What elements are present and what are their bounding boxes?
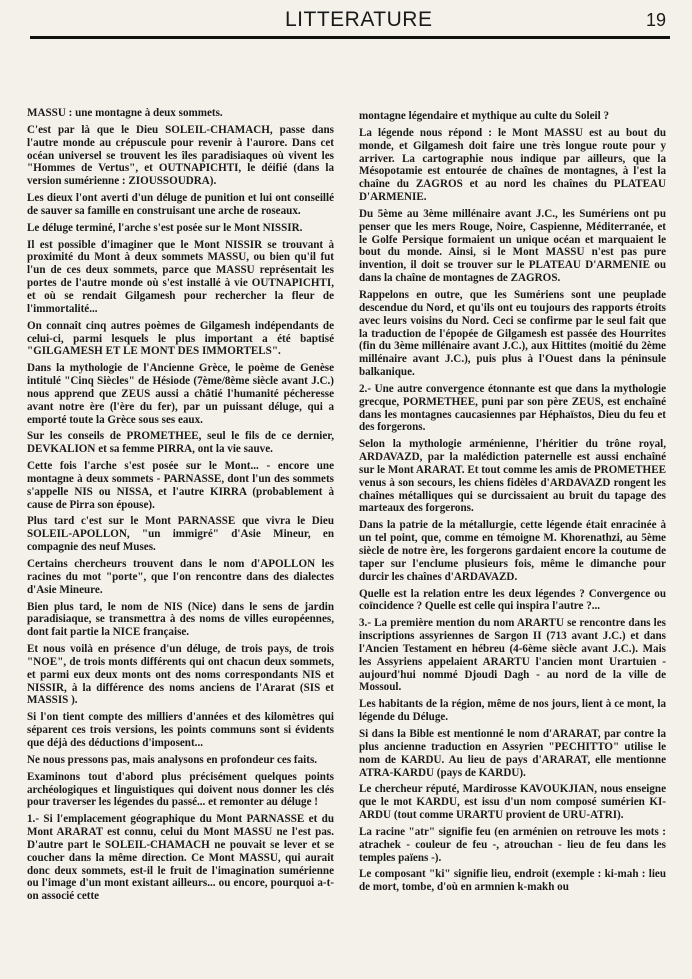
paragraph: Les habitants de la région, même de nos jours, lient à ce mont, la légende du Déluge. [359,698,666,724]
paragraph: Le déluge terminé, l'arche s'est posée sur le Mont NISSIR. [27,221,303,234]
paragraph: 3.- La première mention du nom ARARTU se rencontre dans les inscriptions assyriennes de Sargon II (713 avant J.C.) et dans l'Ancien Testament en hébreu (4-6ème siècle avant J.C.). Mais les Assyriens appelaient ARARTU l'ancien mont Urartuien - aujourd'hui nommé Djoudi Dagh - au nord de la ville de Mossoul. [359,617,666,694]
paragraph: Dans la mythologie de l'Ancienne Grèce, le poème de Genèse intitulé "Cinq Siècles" de Hésiode (7ème/8ème siècle avant J.C.) nous apprend que ZEUS aussi a châtié l'humanité pécheresse avant notre ère (l'ère du fer), par un puissant déluge, qui a emporté toute la Grèce sous ses eaux. [27,362,334,426]
paragraph: Si dans la Bible est mentionné le nom d'ARARAT, par contre la plus ancienne traduction en Assyrien "PECHITTO" utilise le nom de KARDU. Au lieu de pays d'ARARAT, elle mentionne ATRA-KARDU (pays de KARDU). [359,727,666,779]
paragraph: Cette fois l'arche s'est posée sur le Mont... - encore une montagne à deux sommets - PARNASSE, dont l'un des sommets s'appelle NIS ou NISSA, et l'autre KIRRA (probablement à cause de Pirra son épouse). [27,460,334,511]
section-title: LITTERATURE [285,8,433,31]
paragraph: Sur les conseils de PROMETHEE, seul le fils de ce dernier, DEVKALION et sa femme PIRRA, ont la vie sauve. [27,430,334,456]
paragraph: Du 5ème au 3ème millénaire avant J.C., les Sumériens ont pu penser que les mers Rouge, Noire, Caspienne, Méditerranée, et le Golfe Persique formaient un unique océan et marquaient le bout du monde. Ainsi, si le Mont MASSU n'est pas pure invention, il doit se trouver sur le PLATEAU D'ARMENIE ou dans la chaîne de montagnes de ZAGROS. [359,207,666,285]
paragraph: C'est par là que le Dieu SOLEIL-CHAMACH, passe dans l'autre monde au crépuscule pour revenir à l'aurore. Dans cet océan universel se trouvent les îles paradisiaques où vivent les "Hommes de Vertus", et OUTNAPICHTI, le déifié (dans la version sumérienne : ZIOUSSOUDRA). [27,123,334,188]
paragraph: Ne nous pressons pas, mais analysons en profondeur ces faits. [27,753,318,766]
paragraph: montagne légendaire et mythique au culte du Soleil ? [359,110,610,122]
paragraph: Certains chercheurs trouvent dans le nom d'APOLLON les racines du mot "porte", que l'on rencontre dans des dialectes d'Asie Mineure. [27,558,334,596]
paragraph: Examinons tout d'abord plus précisément quelques points archéologiques et linguistiques qui doivent nous donner les clés pour traverser les légendes du passé... et remonter au déluge ! [27,770,334,809]
paragraph: Quelle est la relation entre les deux légendes ? Convergence ou coïncidence ? Quelle est celle qui inspira l'autre ?... [359,587,666,613]
paragraph: Le chercheur réputé, Mardirosse KAVOUKJIAN, nous enseigne que le mot KARDU, est issu d'un nom composé sumérien KI-ARDU (tout comme URARTU provient de URU-ATRI). [359,783,666,822]
left-column [27,107,334,973]
page-header [30,4,670,38]
paragraph: Selon la mythologie arménienne, l'héritier du trône royal, ARDAVAZD, par la malédiction paternelle est aussi enchaîné sur le Mont ARARAT. Et tout comme les amis de PROMETHEE venus à son secours, les chiens fidèles d'ARDAVAZD rongent les chaînes métalliques qui se durcissaient au bruit du tapage des marteaux des forgerons. [359,438,666,515]
paragraph: Plus tard c'est sur le Mont PARNASSE que vivra le Dieu SOLEIL-APOLLON, "un immigré" d'Asie Mineur, en compagnie des neuf Muses. [27,515,334,554]
header-rule [30,36,670,39]
paragraph: Les dieux l'ont averti d'un déluge de punition et lui ont conseillé de sauver sa famille en construisant une arche de roseaux. [27,192,334,217]
paragraph: Et nous voilà en présence d'un déluge, de trois pays, de trois "NOE", de trois monts différents qui ont chacun deux sommets, et parmi eux deux monts ont des noms correspondants NIS et NISSIR, à la différence des noms anciens de l'Ararat (SIS et MASSIS ). [27,643,334,707]
paragraph: Si l'on tient compte des milliers d'années et des kilomètres qui séparent ces trois versions, les points communs sont si évidents que déjà des déductions d'imposent... [27,711,334,749]
paragraph: Dans la patrie de la métallurgie, cette légende était enracinée à un tel point, que, comme en témoigne M. Khorenathzi, au 5ème siècle de notre ère, les forgerons gardaient encore la coutume de taper sur l'enclume plusieurs fois, même le dimanche pour durcir les chaînes d'ARDAVAZD. [359,519,666,583]
paragraph: Bien plus tard, le nom de NIS (Nice) dans le sens de jardin paradisiaque, se transmettra à des noms de villes européennes, dont fait partie la NICE française. [27,600,334,639]
paragraph: La racine "atr" signifie feu (en arménien on retrouve les mots : atrachek - couleur de feu -, atrouchan - lieu de feu dans les temples païens -). [359,825,666,864]
paragraph: Il est possible d'imaginer que le Mont NISSIR se trouvant à proximité du Mont à deux sommets MASSU, ou bien qu'il fut l'un de ces deux sommets, parce que MASSU représentait les portes de l'autre monde où s'est installé à vie OUTNAPICHTI, et où se rendait Gilgamesh pour rechercher la fleur de l'immortalité... [27,238,334,315]
page-number: 19 [645,10,666,30]
right-column [359,110,666,976]
paragraph: Rappelons en outre, que les Sumériens sont une peuplade descendue du Nord, et qu'ils ont eu toujours des rapports étroits avec leurs voisins du Nord. Ceci se confirme par le seul fait que la traduction de l'épopée de Gilgamesh est passée des Hourrites (fin du 3ème millénaire avant J.C.), aux Hittites (moitié du 2ème millénaire avant J.C.), puis plus à l'Ouest dans la péninsule balkanique. [359,288,666,379]
paragraph: 2.- Une autre convergence étonnante est que dans la mythologie grecque, PORMETHEE, puni par son père ZEUS, est enchaîné dans les montagnes caucasiennes par Héphaïstos, Dieu du feu et des forgerons. [359,382,666,434]
paragraph: La légende nous répond : le Mont MASSU est au bout du monde, et Gilgamesh doit faire une très longue route pour y arriver. La cartographie nous indique par ailleurs, que la Mésopotamie est entourée de chaînes de montagnes, à l'est la chaîne du ZAGROS et au nord les chaînes du PLATEAU D'ARMENIE. [359,126,666,204]
paragraph: Le composant "ki" signifie lieu, endroit (exemple : ki-mah : lieu de mort, tombe, d'où en armnien k-makh ou [359,868,666,894]
paragraph: 1.- Si l'emplacement géographique du Mont PARNASSE et du Mont ARARAT est connu, celui du Mont MASSU ne l'est pas. D'autre part le SOLEIL-CHAMACH ne pouvait se lever et se coucher dans la même direction. Ce Mont MASSU, qui aurait donc deux sommets, est-il le fruit de l'imagination sumérienne ou l'image d'un mont existant ailleurs... ou encore, pourquoi a-t-on associé cette [27,813,334,903]
paragraph: On connaît cinq autres poèmes de Gilgamesh indépendants de celui-ci, parmi lesquels le plus important a été baptisé "GILGAMESH ET LE MONT DES IMMORTELS". [27,319,334,358]
paragraph: MASSU : une montagne à deux sommets. [27,107,223,119]
